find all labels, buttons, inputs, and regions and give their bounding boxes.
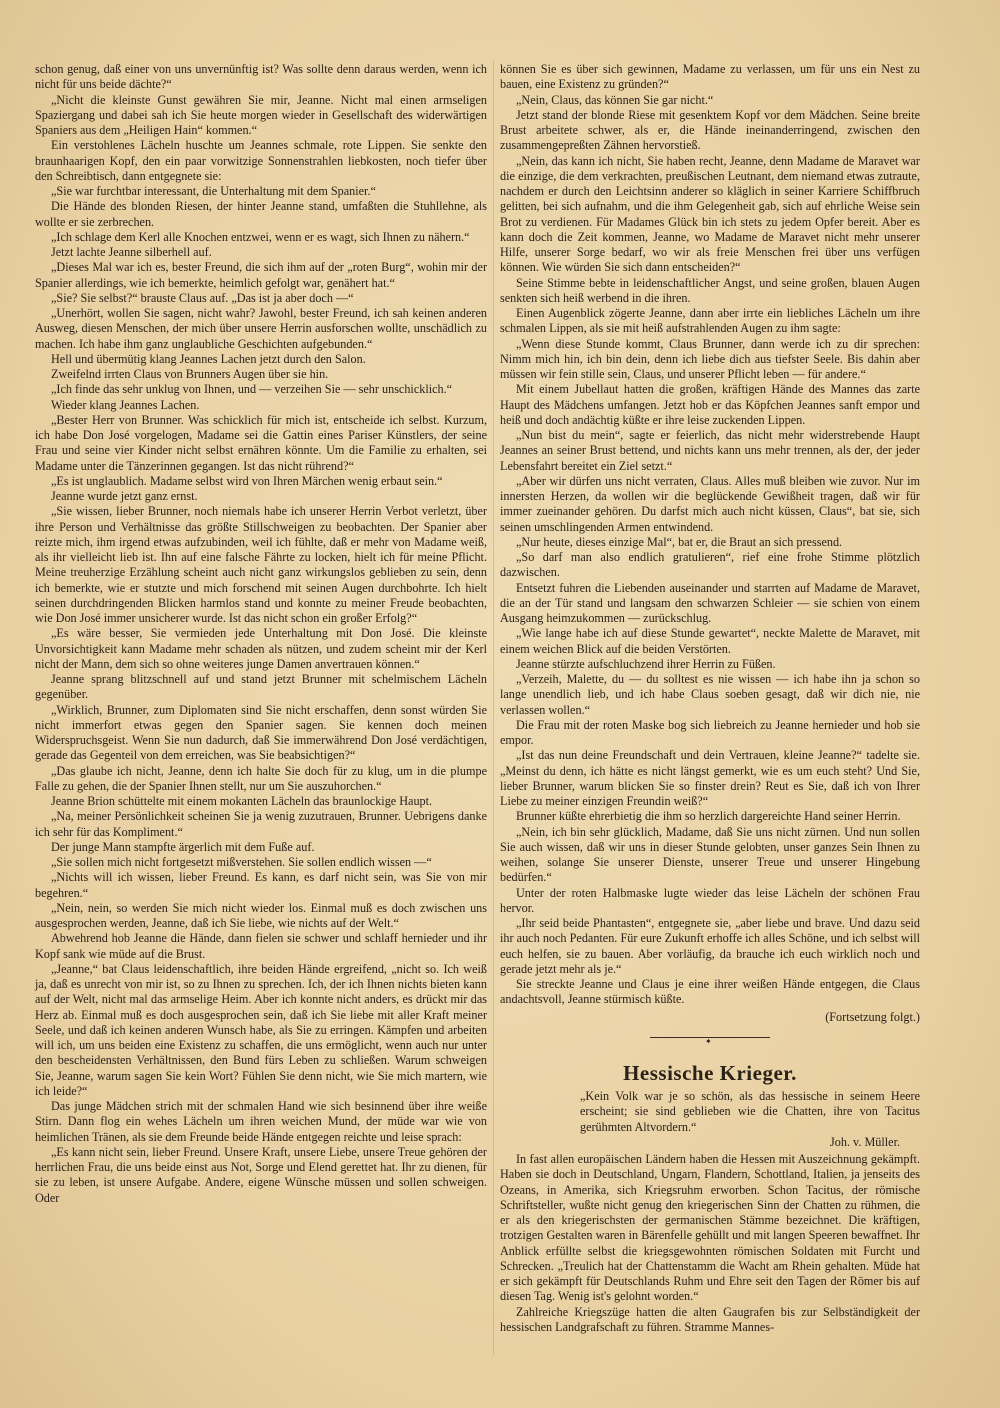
paragraph: „Sie? Sie selbst?“ brauste Claus auf. „Das ist ja aber doch —“ xyxy=(51,290,354,305)
continuation-note: (Fortsetzung folgt.) xyxy=(825,1009,920,1024)
paragraph: „Nein, nein, so werden Sie mich nicht wieder los. Einmal muß es doch zwischen uns ausgesprochen werden, Jeanne, daß ich Sie liebe, wie nichts auf der Welt.“ xyxy=(35,900,487,930)
paragraph: Jeanne Brion schüttelte mit einem mokanten Lächeln das braunlockige Haupt. xyxy=(51,794,433,808)
paragraph: Hell und übermütig klang Jeannes Lachen jetzt durch den Salon. xyxy=(51,351,366,366)
paragraph: Jeanne wurde jetzt ganz ernst. xyxy=(51,489,198,503)
paragraph: „So darf man also endlich gratulieren“, rief eine frohe Stimme plötzlich dazwischen. xyxy=(500,550,920,580)
paragraph: „Sie war furchtbar interessant, die Unterhaltung mit dem Spanier.“ xyxy=(51,184,376,198)
paragraph: „Es ist unglaublich. Madame selbst wird von Ihren Märchen wenig erbaut sein.“ xyxy=(51,473,443,488)
paragraph: In fast allen europäischen Ländern haben die Hessen mit Auszeichnung gekämpft. Haben sie doch in Deutschland, Ungarn, Flandern, Schottland, Italien, ja jenseits des Ozeans, in Amerika, sich Kriegsruhm erworben. Schon Tacitus, der römische Schriftsteller, wußte nicht genug den kriegerischen Sinn der Chatten zu rühmen, die er als den kriegerischsten der germanischen Stämme bezeichnet. Die kräftigen, trotzigen Gestalten waren in Bärenfelle gehüllt und mit langen Speeren bewaffnet. Ihr Anblick erfüllte selbst die kriegsgewohnten römischen Soldaten mit Furcht und Schrecken. „Treulich hat der Chattenstamm die Wacht am Rhein gehalten. Müde hat er sich gekämpft für Deutschlands Ruhm und Ehre seit den Tagen der Römer bis auf diesen Tag. Wenig ist's gelohnt worden.“ xyxy=(500,1152,920,1304)
paragraph: „Es kann nicht sein, lieber Freund. Unsere Kraft, unsere Liebe, unsere Treue gehören der herrlichen Frau, die uns beide einst aus Not, Sorge und Elend gerettet hat. Ihr zu dienen, für sie zu leben, ist unsere Aufgabe. Andere, eigene Wünsche müssen und sollen schweigen. Oder xyxy=(35,1144,487,1205)
paragraph: Die Hände des blonden Riesen, der hinter Jeanne stand, umfaßten die Stuhllehne, als wollte er sie zerbrechen. xyxy=(35,199,487,229)
paragraph: können Sie es über sich gewinnen, Madame zu verlassen, um für uns ein Nest zu bauen, eine Existenz zu gründen?“ xyxy=(500,62,920,92)
paragraph: Zahlreiche Kriegszüge hatten die alten Gaugrafen bis zur Selbständigkeit der hessischen Landgrafschaft zu führen. Stramme Mannes- xyxy=(500,1304,920,1334)
paragraph: „Bester Herr von Brunner. Was schicklich für mich ist, entscheide ich selbst. Kurzum, ich habe Don José vorgelogen, Madame sei die Gattin eines Pariser Künstlers, der seine Frau und seine vier Kinder nicht selbst ernähren könnte. Um die Familie zu erhalten, sei Madame unter die Tänzerinnen gegangen. Ist das nicht rührend?“ xyxy=(35,412,487,473)
paragraph: Einen Augenblick zögerte Jeanne, dann aber irrte ein liebliches Lächeln um ihre schmalen Lippen, als sie mit heiß aufstrahlenden Augen zu ihm sagte: xyxy=(500,306,920,336)
paragraph: Abwehrend hob Jeanne die Hände, dann fielen sie schwer und schlaff hernieder und ihr Kopf sank wie müde auf die Brust. xyxy=(35,931,487,961)
paragraph: Jetzt lachte Jeanne silberhell auf. xyxy=(51,245,212,259)
paragraph: Jeanne sprang blitzschnell auf und stand jetzt Brunner mit schelmischem Lächeln gegenüber. xyxy=(35,672,487,702)
paragraph: Das junge Mädchen strich mit der schmalen Hand wie sich besinnend über ihre weiße Stirn. Dann flog ein wehes Lächeln um ihren weichen Mund, der müde war wie von heimlichen Tränen, als sie dem Freunde beide Hände entgegen reichte und leise sprach: xyxy=(35,1099,487,1144)
paragraph: „Wie lange habe ich auf diese Stunde gewartet“, neckte Malette de Maravet, mit einem weichen Blick auf die beiden Verstörten. xyxy=(500,626,920,656)
article-title: Hessische Krieger. xyxy=(623,1060,797,1085)
paragraph: Entsetzt fuhren die Liebenden auseinander und starrten auf Madame de Maravet, die an der Tür stand und langsam den schwarzen Schleier — sie schien von einem Ausgang heimzukommen — zurückschlug. xyxy=(500,580,920,625)
divider-ornament: ✦ xyxy=(705,1036,712,1046)
article-body xyxy=(500,1152,920,1335)
paragraph: „Nun bist du mein“, sagte er feierlich, das nicht mehr widerstrebende Haupt Jeannes an seiner Brust bettend, und nichts kann uns mehr trennen, als der, der jeder Lebensfahrt bereitet ein Ziel setzt.“ xyxy=(500,428,920,473)
paragraph: Jetzt stand der blonde Riese mit gesenktem Kopf vor dem Mädchen. Seine breite Brust arbeitete schwer, als er, die Hände ineinanderringend, zwischen den zusammengepreßten Zähnen hervorstieß. xyxy=(500,107,920,153)
paragraph: „Wenn diese Stunde kommt, Claus Brunner, dann werde ich zu dir sprechen: Nimm mich hin, ich bin dein, denn ich liebe dich aus tiefster Seele. Bis dahin aber müssen wir fein stille sein, Claus, und unserer Pflicht leben — für andere.“ xyxy=(500,336,920,381)
paragraph: Wieder klang Jeannes Lachen. xyxy=(51,397,200,412)
paragraph: „Nein, Claus, das können Sie gar nicht.“ xyxy=(516,92,714,107)
paragraph: „Ich finde das sehr unklug von Ihnen, und — verzeihen Sie — sehr unschicklich.“ xyxy=(51,382,453,397)
paragraph: „Wirklich, Brunner, zum Diplomaten sind Sie nicht erschaffen, denn sonst würden Sie nicht immerfort etwas gegen den Spanier sagen. Sie kennen doch meinen Widerspruchsgeist. Wenn Sie nun dadurch, daß Sie immerwährend Don José verdächtigen, gerade das Gegenteil von dem erreichen, was Sie beabsichtigen?“ xyxy=(35,702,487,763)
paragraph: „Sie wissen, lieber Brunner, noch niemals habe ich unserer Herrin Verbot verletzt, über ihre Person und Verhältnisse das größte Stillschweigen zu beobachten. Der Spanier aber reizte mich, ihm irgend etwas aufzubinden, weil ich fühlte, daß er mehr von Madame weiß, als ihr vielleicht lieb ist. Ihn auf eine falsche Fährte zu locken, hielt ich für meine Pflicht. Meine treuherzige Erzählung scheint auch nicht ganz wirkungslos geblieben zu sein, denn ich bemerkte, wie er stutzte und mich forschend mit seinen Augen durchbohrte. Ich hielt seinen durchdringenden Blicken harmlos stand und konnte zu meiner Freude beobachten, wie Don José immer unsicherer wurde. Ist das nicht schon ein großer Erfolg?“ xyxy=(35,504,487,625)
paragraph: „Jeanne,“ bat Claus leidenschaftlich, ihre beiden Hände ergreifend, „nicht so. Ich weiß ja, daß es unrecht von mir ist, so zu Ihnen zu sprechen. Ich, der ich Ihnen nichts bieten kann auf der Welt, nicht mal das armselige Heim. Aber ich konnte nicht anders, es drückt mir das Herz ab. Einmal muß es doch ausgesprochen sein, daß ich Sie liebe mit aller Kraft meiner Seele, und daß ich keinen anderen Wunsch habe, als Sie zu erringen. Kämpfen und arbeiten will ich, um uns beiden eine Existenz zu schaffen, die uns ermöglicht, wenn auch nur unter den bescheidensten Verhältnissen, den Bund fürs Leben zu schließen. Warum schweigen Sie, Jeanne, warum sagen Sie kein Wort? Fühlen Sie denn nicht, wie Sie mich martern, wie ich leide?“ xyxy=(35,961,487,1098)
story-column-right xyxy=(500,62,920,1335)
paragraph: „Es wäre besser, Sie vermieden jede Unterhaltung mit Don José. Die kleinste Unvorsichtigkeit kann Madame mehr schaden als nützen, und zudem scheint mir der Kerl nicht der Mann, dem sich so ohne weiteres junge Damen anvertrauen können.“ xyxy=(35,626,487,671)
paragraph: „Unerhört, wollen Sie sagen, nicht wahr? Jawohl, bester Freund, ich sah keinen anderen Ausweg, diesen Menschen, der mich über unsere Herrin ausforschen wollte, unschädlich zu machen. Ich habe ihm ganz unglaubliche Geschichten aufgebunden.“ xyxy=(35,306,487,351)
paragraph: Seine Stimme bebte in leidenschaftlicher Angst, und seine großen, blauen Augen senkten sich heiß werbend in die ihren. xyxy=(500,275,920,305)
section-divider xyxy=(650,1037,770,1044)
paragraph: schon genug, daß einer von uns unvernünftig ist? Was sollte denn daraus werden, wenn ich nicht für uns beide dächte?“ xyxy=(35,62,487,92)
paragraph: „Nein, das kann ich nicht, Sie haben recht, Jeanne, denn Madame de Maravet war die einzige, die dem verkrachten, preußischen Leutnant, dem niemand etwas zutraute, nachdem er durch den Leichtsinn anderer so kläglich in seiner Karriere Schiffbruch gelitten, bei sich aufnahm, und die ihm Gelegenheit gab, sich auf ehrliche Weise sein Brot zu verdienen. Für Madames Glück bin ich stets zu jedem Opfer bereit. Aber es kann doch die Zeit kommen, Jeanne, wo Madame de Maravet nicht mehr unserer Hilfe, unserer Sorge bedarf, wo wir als freie Menschen frei über uns verfügen können. Wie würden Sie sich dann entscheiden?“ xyxy=(500,153,920,275)
paragraph: „Ihr seid beide Phantasten“, entgegnete sie, „aber liebe und brave. Und dazu seid ihr auch noch Pedanten. Für eure Zukunft erhoffe ich alles Schöne, und ich selbst will euch helfen, sie zu bauen. Aber vorläufig, da brauche ich euch wirklich noch und gerade jetzt mehr als je.“ xyxy=(500,916,920,976)
paragraph: Zweifelnd irrten Claus von Brunners Augen über sie hin. xyxy=(51,367,329,381)
paragraph: Unter der roten Halbmaske lugte wieder das leise Lächeln der schönen Frau hervor. xyxy=(500,885,920,915)
paragraph: „Nur heute, dieses einzige Mal“, bat er, die Braut an sich pressend. xyxy=(516,534,843,549)
paragraph: „Dieses Mal war ich es, bester Freund, die sich ihm auf der „roten Burg“, wohin mir der Spanier allerdings, wie ich bemerkte, heimlich gefolgt war, genähert hat.“ xyxy=(35,260,487,290)
paragraph: „Aber wir dürfen uns nicht verraten, Claus. Alles muß bleiben wie zuvor. Nur im innersten Herzen, da wollen wir die beglückende Gewißheit tragen, daß wir für immer zueinander gehören. Du darfst mich auch nicht küssen, Claus“, bat sie, sich seinen umschlingenden Armen entwindend. xyxy=(500,473,920,534)
paragraph: „Sie sollen mich nicht fortgesetzt mißverstehen. Sie sollen endlich wissen —“ xyxy=(51,855,432,869)
story-column-left xyxy=(35,62,487,1206)
paragraph: Ein verstohlenes Lächeln huschte um Jeannes schmale, rote Lippen. Sie senkte den braunhaarigen Kopf, den ein paar vorwitzige Sonnenstrahlen liebkosten, noch tiefer über den Schreibtisch, dann entgegnete sie: xyxy=(35,138,487,183)
paragraph: „Ich schlage dem Kerl alle Knochen entzwei, wenn er es wagt, sich Ihnen zu nähern.“ xyxy=(51,229,470,244)
paragraph: „Nichts will ich wissen, lieber Freund. Es kann, es darf nicht sein, was Sie von mir begehren.“ xyxy=(35,870,487,900)
story-continuation xyxy=(500,62,920,1008)
column-rule xyxy=(493,60,494,1355)
paragraph: „Ist das nun deine Freundschaft und dein Vertrauen, kleine Jeanne?“ tadelte sie. „Meinst du denn, ich hätte es nicht längst gemerkt, wie es um euch steht? Und Sie, lieber Brunner, warum blicken Sie so finster drein? Reut es Sie, daß ich von Ihrer Liebe zu meiner einzigen Freundin weiß?“ xyxy=(500,748,920,808)
paragraph: „Nein, ich bin sehr glücklich, Madame, daß Sie uns nicht zürnen. Und nun sollen Sie auch wissen, daß wir uns in dieser Stunde gelobten, unser ganzes Sein Ihnen zu weihen, solange Sie unserer Dienste, unserer Treue und unserer Hingebung bedürfen.“ xyxy=(500,824,920,885)
paragraph: Der junge Mann stampfte ärgerlich mit dem Fuße auf. xyxy=(51,839,315,854)
paragraph: Brunner küßte ehrerbietig die ihm so herzlich dargereichte Hand seiner Herrin. xyxy=(516,809,901,824)
paragraph: Mit einem Jubellaut hatten die großen, kräftigen Hände des Mannes das zarte Haupt des Mädchens umfangen. Jetzt hob er das Köpfchen Jeannes sanft empor und heiß und doch andächtig küßte er ihre leise zuckenden Lippen. xyxy=(500,382,920,427)
paragraph: „Nicht die kleinste Gunst gewähren Sie mir, Jeanne. Nicht mal einen armseligen Spaziergang und dabei sah ich Sie heute morgen wieder in Gesellschaft des widerwärtigen Spaniers aus dem „Heiligen Hain“ kommen.“ xyxy=(35,92,487,137)
paragraph: Jeanne stürzte aufschluchzend ihrer Herrin zu Füßen. xyxy=(516,656,776,671)
paragraph: „Na, meiner Persönlichkeit scheinen Sie ja wenig zuzutrauen, Brunner. Uebrigens danke ich sehr für das Kompliment.“ xyxy=(35,809,487,839)
epigraph: „Kein Volk war je so schön, als das hessische in seinem Heere erscheint; sie sind geblieben wie die Chatten, ihre von Tacitus gerühmten Altvordern.“ xyxy=(580,1089,920,1134)
paragraph: „Das glaube ich nicht, Jeanne, denn ich halte Sie doch für zu klug, um in die plumpe Falle zu gehen, die der Spanier Ihnen stellt, nur um Sie auszuhorchen.“ xyxy=(35,763,487,793)
paragraph: Die Frau mit der roten Maske bog sich liebreich zu Jeanne hernieder und hob sie empor. xyxy=(500,717,920,747)
paragraph: „Verzeih, Malette, du — du solltest es nie wissen — ich habe ihn ja schon so lange unendlich lieb, und ich habe Claus soeben gesagt, daß wir dich nie, nie verlassen wollen.“ xyxy=(500,672,920,717)
paragraph: Sie streckte Jeanne und Claus je eine ihrer weißen Hände entgegen, die Claus andachtsvoll, Jeanne stürmisch küßte. xyxy=(500,977,920,1007)
epigraph-author: Joh. v. Müller. xyxy=(830,1134,900,1149)
